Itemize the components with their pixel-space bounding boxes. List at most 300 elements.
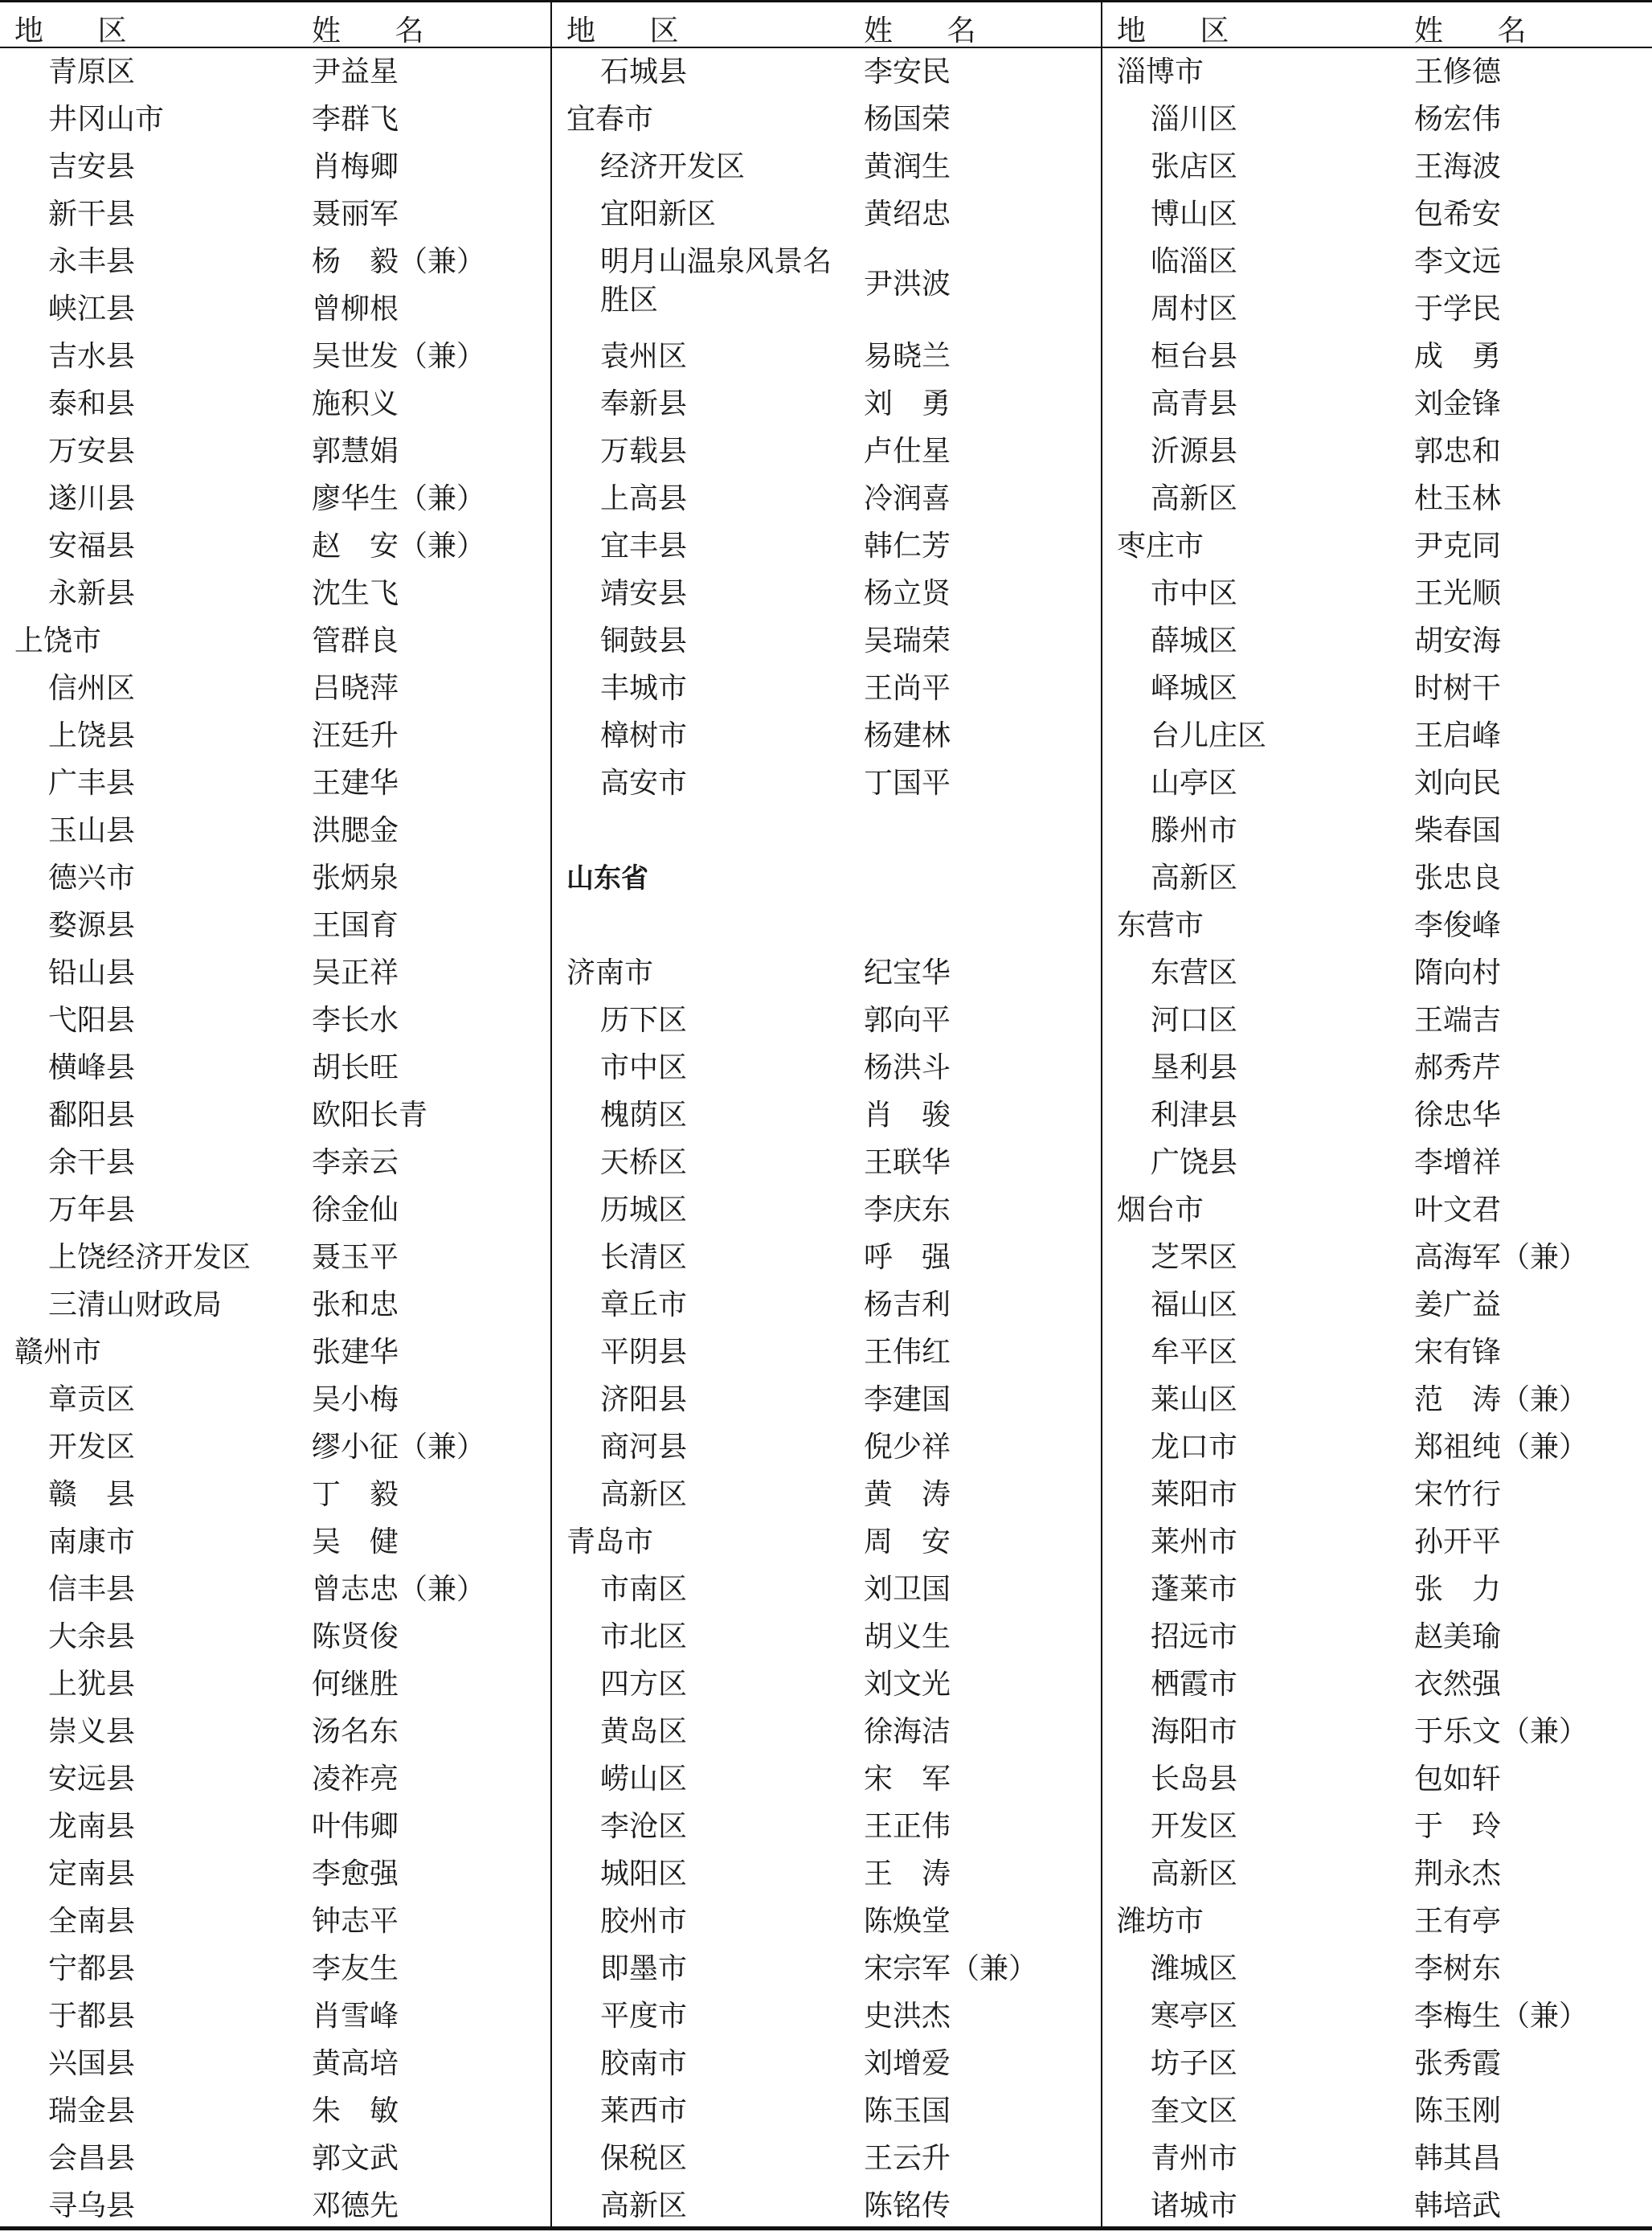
table-row xyxy=(552,998,1102,1046)
table-row xyxy=(1102,2041,1652,2089)
region-cell: 吉安县 xyxy=(48,150,136,183)
name-cell: 纪宝华 xyxy=(864,956,951,989)
table-row xyxy=(552,1425,1102,1472)
name-cell: 衣然强 xyxy=(1414,1668,1502,1701)
name-cell: 张炳泉 xyxy=(312,862,399,895)
table-row xyxy=(552,1947,1102,1994)
table-row xyxy=(0,97,550,145)
region-cell: 招远市 xyxy=(1151,1620,1238,1653)
region-cell: 临淄区 xyxy=(1151,245,1238,278)
region-cell: 保税区 xyxy=(600,2142,688,2175)
name-cell: 李俊峰 xyxy=(1414,909,1502,942)
table-row xyxy=(552,714,1102,761)
name-cell: 陈焕堂 xyxy=(864,1905,951,1938)
region-cell: 沂源县 xyxy=(1151,435,1238,468)
table-row xyxy=(1102,998,1652,1046)
name-cell: 王联华 xyxy=(864,1146,951,1179)
region-cell: 高安市 xyxy=(600,767,688,800)
table-row xyxy=(552,382,1102,429)
region-cell: 潍坊市 xyxy=(1117,1905,1204,1938)
table-row xyxy=(0,524,550,571)
region-cell: 莱州市 xyxy=(1151,1525,1238,1558)
region-cell: 信丰县 xyxy=(48,1573,136,1606)
name-cell: 李增祥 xyxy=(1414,1146,1502,1179)
region-cell: 滕州市 xyxy=(1151,814,1238,847)
table-row xyxy=(552,809,1102,856)
name-cell: 王伟红 xyxy=(864,1336,951,1369)
region-cell: 经济开发区 xyxy=(600,150,746,183)
region-cell: 烟台市 xyxy=(1117,1194,1204,1227)
name-cell: 吴 健 xyxy=(312,1525,399,1558)
name-cell: 易晓兰 xyxy=(864,340,951,373)
row-list xyxy=(552,50,1102,2231)
name-cell: 曾志忠（兼） xyxy=(312,1573,486,1606)
table-row xyxy=(0,571,550,619)
table-row xyxy=(552,240,1102,334)
table-row xyxy=(1102,903,1652,951)
name-cell: 包希安 xyxy=(1414,198,1502,231)
name-cell: 陈贤俊 xyxy=(312,1620,399,1653)
table-column-2 xyxy=(552,0,1102,2226)
name-cell: 聂丽军 xyxy=(312,198,399,231)
table-row xyxy=(0,240,550,287)
table-row xyxy=(1102,1425,1652,1472)
table-row xyxy=(1102,1330,1652,1378)
table-row xyxy=(1102,2184,1652,2231)
name-cell: 肖雪峰 xyxy=(312,2000,399,2033)
region-cell: 东营区 xyxy=(1151,956,1238,989)
table-row xyxy=(552,1235,1102,1283)
name-cell: 王启峰 xyxy=(1414,719,1502,752)
table-row xyxy=(0,666,550,714)
table-row xyxy=(0,477,550,524)
name-cell: 刘增爱 xyxy=(864,2047,951,2080)
name-cell: 王海波 xyxy=(1414,150,1502,183)
region-cell: 宜丰县 xyxy=(600,530,688,563)
region-cell: 井冈山市 xyxy=(48,103,165,136)
table-row xyxy=(0,1046,550,1093)
name-cell: 陈铭传 xyxy=(864,2189,951,2222)
name-cell: 王 涛 xyxy=(864,1857,951,1890)
region-cell: 寒亭区 xyxy=(1151,2000,1238,2033)
name-cell: 张和忠 xyxy=(312,1288,399,1321)
region-cell: 牟平区 xyxy=(1151,1336,1238,1369)
name-cell: 韩仁芳 xyxy=(864,530,951,563)
region-cell: 黄岛区 xyxy=(600,1715,688,1748)
table-row xyxy=(552,1141,1102,1188)
name-cell: 吕晓萍 xyxy=(312,672,399,705)
region-cell: 周村区 xyxy=(1151,293,1238,326)
name-cell: 于乐文（兼） xyxy=(1414,1715,1589,1748)
region-cell: 靖安县 xyxy=(600,577,688,610)
region-cell: 淄川区 xyxy=(1151,103,1238,136)
table-row xyxy=(1102,666,1652,714)
table-row xyxy=(0,809,550,856)
table-row xyxy=(552,1757,1102,1804)
region-cell: 鄱阳县 xyxy=(48,1099,136,1132)
name-cell: 尹克同 xyxy=(1414,530,1502,563)
table-column-1 xyxy=(0,0,550,2226)
table-row xyxy=(552,1994,1102,2041)
table-row xyxy=(0,619,550,666)
region-cell: 莱西市 xyxy=(600,2095,688,2127)
table-row xyxy=(0,145,550,192)
region-cell: 峡江县 xyxy=(48,293,136,326)
name-cell: 李安民 xyxy=(864,55,951,88)
name-cell: 朱 敏 xyxy=(312,2095,399,2127)
name-cell: 徐忠华 xyxy=(1414,1099,1502,1132)
region-cell: 铅山县 xyxy=(48,956,136,989)
table-row xyxy=(552,50,1102,97)
table-row xyxy=(1102,1852,1652,1899)
table-row xyxy=(0,856,550,903)
table-row xyxy=(552,1472,1102,1520)
table-row xyxy=(552,1662,1102,1710)
region-cell: 海阳市 xyxy=(1151,1715,1238,1748)
region-cell: 定南县 xyxy=(48,1857,136,1890)
table-row xyxy=(1102,1378,1652,1425)
name-cell: 陈玉国 xyxy=(864,2095,951,2127)
table-row xyxy=(1102,1710,1652,1757)
table-row xyxy=(0,1141,550,1188)
table-row xyxy=(552,666,1102,714)
region-cell: 兴国县 xyxy=(48,2047,136,2080)
name-cell: 吴世发（兼） xyxy=(312,340,486,373)
region-cell: 永丰县 xyxy=(48,245,136,278)
table-row xyxy=(0,287,550,334)
table-row xyxy=(1102,1947,1652,1994)
region-cell: 德兴市 xyxy=(48,862,136,895)
table-row xyxy=(0,1852,550,1899)
table-row xyxy=(1102,1994,1652,2041)
table-row xyxy=(1102,429,1652,477)
table-row xyxy=(1102,1899,1652,1947)
name-cell: 徐金仙 xyxy=(312,1194,399,1227)
name-cell: 李愈强 xyxy=(312,1857,399,1890)
header-region: 地 区 xyxy=(1117,14,1252,47)
table-row xyxy=(1102,571,1652,619)
name-cell: 管群良 xyxy=(312,625,399,657)
table-row xyxy=(1102,2089,1652,2136)
name-cell: 韩培武 xyxy=(1414,2189,1502,2222)
name-cell: 孙开平 xyxy=(1414,1525,1502,1558)
table-row xyxy=(0,761,550,809)
province-heading-row xyxy=(552,856,1102,903)
table-row xyxy=(552,1046,1102,1093)
region-cell: 全南县 xyxy=(48,1905,136,1938)
region-cell: 东营市 xyxy=(1117,909,1204,942)
region-cell: 山亭区 xyxy=(1151,767,1238,800)
name-cell: 王修德 xyxy=(1414,55,1502,88)
name-cell: 叶文君 xyxy=(1414,1194,1502,1227)
region-cell: 广饶县 xyxy=(1151,1146,1238,1179)
name-cell: 王建华 xyxy=(312,767,399,800)
region-cell: 城阳区 xyxy=(600,1857,688,1890)
column-header xyxy=(0,3,550,47)
name-cell: 胡安海 xyxy=(1414,625,1502,657)
name-cell: 吴瑞荣 xyxy=(864,625,951,657)
region-cell: 胶州市 xyxy=(600,1905,688,1938)
table-row xyxy=(1102,477,1652,524)
name-cell: 陈玉刚 xyxy=(1414,2095,1502,2127)
region-cell: 永新县 xyxy=(48,577,136,610)
region-cell: 龙口市 xyxy=(1151,1431,1238,1464)
table-row xyxy=(552,334,1102,382)
name-cell: 丁国平 xyxy=(864,767,951,800)
region-cell: 明月山温泉风景名胜区 xyxy=(600,245,832,317)
region-cell: 开发区 xyxy=(1151,1810,1238,1843)
name-cell: 黄 涛 xyxy=(864,1478,951,1511)
name-cell: 宋 军 xyxy=(864,1763,951,1796)
table-row xyxy=(0,1472,550,1520)
region-cell: 历下区 xyxy=(600,1004,688,1037)
name-cell: 李长水 xyxy=(312,1004,399,1037)
table-row xyxy=(1102,1615,1652,1662)
column-header xyxy=(1102,3,1652,47)
name-cell: 杨洪斗 xyxy=(864,1051,951,1084)
region-cell: 莱山区 xyxy=(1151,1383,1238,1416)
row-list xyxy=(1102,50,1652,2231)
region-cell: 婺源县 xyxy=(48,909,136,942)
name-cell: 曾柳根 xyxy=(312,293,399,326)
region-cell: 淄博市 xyxy=(1117,55,1204,88)
table-row xyxy=(1102,1472,1652,1520)
name-cell: 黄高培 xyxy=(312,2047,399,2080)
name-cell: 王正伟 xyxy=(864,1810,951,1843)
table-row xyxy=(0,192,550,240)
name-cell: 杨吉利 xyxy=(864,1288,951,1321)
region-cell: 青原区 xyxy=(48,55,136,88)
name-cell: 时树干 xyxy=(1414,672,1502,705)
table-row xyxy=(0,1235,550,1283)
table-row xyxy=(552,1520,1102,1567)
name-cell: 卢仕星 xyxy=(864,435,951,468)
table-row xyxy=(1102,856,1652,903)
region-cell: 新干县 xyxy=(48,198,136,231)
table-row xyxy=(0,429,550,477)
region-cell: 峄城区 xyxy=(1151,672,1238,705)
region-cell: 上饶经济开发区 xyxy=(48,1241,251,1274)
table-row xyxy=(552,1804,1102,1852)
table-row xyxy=(552,951,1102,998)
table-row xyxy=(0,903,550,951)
region-cell: 栖霞市 xyxy=(1151,1668,1238,1701)
region-cell: 博山区 xyxy=(1151,198,1238,231)
table-row xyxy=(1102,1235,1652,1283)
table-row xyxy=(0,1662,550,1710)
name-cell: 杨立贤 xyxy=(864,577,951,610)
region-cell: 高新区 xyxy=(1151,1857,1238,1890)
region-cell: 利津县 xyxy=(1151,1099,1238,1132)
region-cell: 横峰县 xyxy=(48,1051,136,1084)
table-row xyxy=(552,1330,1102,1378)
header-region: 地 区 xyxy=(566,14,701,47)
table-row xyxy=(1102,2136,1652,2184)
region-cell: 大余县 xyxy=(48,1620,136,1653)
region-cell: 玉山县 xyxy=(48,814,136,847)
table-row xyxy=(0,951,550,998)
region-cell: 宜春市 xyxy=(566,103,654,136)
region-cell: 赣州市 xyxy=(14,1336,102,1369)
table-row xyxy=(0,1188,550,1235)
region-cell: 泰和县 xyxy=(48,387,136,420)
table-row xyxy=(552,619,1102,666)
name-cell: 王尚平 xyxy=(864,672,951,705)
name-cell: 李亲云 xyxy=(312,1146,399,1179)
region-cell: 芝罘区 xyxy=(1151,1241,1238,1274)
table-row xyxy=(552,1093,1102,1141)
name-cell: 肖梅卿 xyxy=(312,150,399,183)
table-row xyxy=(552,571,1102,619)
table-row xyxy=(552,903,1102,951)
table-row xyxy=(0,382,550,429)
name-cell: 于学民 xyxy=(1414,293,1502,326)
name-cell: 吴小梅 xyxy=(312,1383,399,1416)
table-row xyxy=(1102,1188,1652,1235)
name-cell: 范 涛（兼） xyxy=(1414,1383,1589,1416)
header-region: 地 区 xyxy=(14,14,149,47)
region-cell: 龙南县 xyxy=(48,1810,136,1843)
region-cell: 奎文区 xyxy=(1151,2095,1238,2127)
name-cell: 汤名东 xyxy=(312,1715,399,1748)
table-row xyxy=(0,1615,550,1662)
name-cell: 张建华 xyxy=(312,1336,399,1369)
name-cell: 史洪杰 xyxy=(864,2000,951,2033)
name-cell: 丁 毅 xyxy=(312,1478,399,1511)
name-cell: 赵美瑜 xyxy=(1414,1620,1502,1653)
name-cell: 隋向村 xyxy=(1414,956,1502,989)
table-row xyxy=(1102,1093,1652,1141)
table-row xyxy=(0,1520,550,1567)
name-cell: 吴正祥 xyxy=(312,956,399,989)
table-row xyxy=(1102,240,1652,287)
region-cell: 高新区 xyxy=(1151,482,1238,515)
table-row xyxy=(0,2089,550,2136)
region-cell: 平度市 xyxy=(600,2000,688,2033)
region-cell: 福山区 xyxy=(1151,1288,1238,1321)
name-cell: 王光顺 xyxy=(1414,577,1502,610)
name-cell: 欧阳长青 xyxy=(312,1099,428,1132)
row-list xyxy=(0,50,550,2231)
name-cell: 尹洪波 xyxy=(864,268,951,301)
region-cell: 槐荫区 xyxy=(600,1099,688,1132)
table-row xyxy=(1102,1141,1652,1188)
table-row xyxy=(552,1615,1102,1662)
region-cell: 赣 县 xyxy=(48,1478,136,1511)
name-cell: 郝秀芹 xyxy=(1414,1051,1502,1084)
table-row xyxy=(1102,1046,1652,1093)
name-cell: 郭慧娟 xyxy=(312,435,399,468)
region-cell: 弋阳县 xyxy=(48,1004,136,1037)
name-cell: 高海军（兼） xyxy=(1414,1241,1589,1274)
name-cell: 宋有锋 xyxy=(1414,1336,1502,1369)
table-column-3 xyxy=(1102,0,1652,2226)
region-cell: 信州区 xyxy=(48,672,136,705)
region-cell: 万载县 xyxy=(600,435,688,468)
table-row xyxy=(0,2184,550,2231)
region-cell: 吉水县 xyxy=(48,340,136,373)
name-cell: 宋竹行 xyxy=(1414,1478,1502,1511)
table-row xyxy=(1102,761,1652,809)
table-row xyxy=(0,334,550,382)
province-heading: 山东省 xyxy=(566,862,648,895)
name-cell: 刘卫国 xyxy=(864,1573,951,1606)
name-cell: 郭文武 xyxy=(312,2142,399,2175)
region-cell: 潍城区 xyxy=(1151,1952,1238,1985)
name-cell: 黄绍忠 xyxy=(864,198,951,231)
region-cell: 三清山财政局 xyxy=(48,1288,223,1321)
table-row xyxy=(0,714,550,761)
table-row xyxy=(1102,619,1652,666)
table-row xyxy=(552,1188,1102,1235)
region-cell: 胶南市 xyxy=(600,2047,688,2080)
table-row xyxy=(0,1804,550,1852)
region-cell: 开发区 xyxy=(48,1431,136,1464)
table-row xyxy=(1102,951,1652,998)
table-row xyxy=(552,1378,1102,1425)
region-cell: 莱阳市 xyxy=(1151,1478,1238,1511)
name-cell: 刘文光 xyxy=(864,1668,951,1701)
name-cell: 聂玉平 xyxy=(312,1241,399,1274)
region-cell: 高青县 xyxy=(1151,387,1238,420)
name-cell: 王云升 xyxy=(864,2142,951,2175)
name-cell: 张 力 xyxy=(1414,1573,1502,1606)
region-cell: 崂山区 xyxy=(600,1763,688,1796)
table-row xyxy=(0,1947,550,1994)
name-cell: 胡长旺 xyxy=(312,1051,399,1084)
table-row xyxy=(1102,287,1652,334)
name-cell: 李梅生（兼） xyxy=(1414,2000,1589,2033)
name-cell: 胡义生 xyxy=(864,1620,951,1653)
region-cell: 安福县 xyxy=(48,530,136,563)
table-row xyxy=(552,192,1102,240)
name-cell: 郭忠和 xyxy=(1414,435,1502,468)
name-cell: 缪小征（兼） xyxy=(312,1431,486,1464)
table-row xyxy=(1102,334,1652,382)
table-row xyxy=(552,2089,1102,2136)
table-row xyxy=(0,1378,550,1425)
table-row xyxy=(1102,1567,1652,1615)
table-row xyxy=(1102,145,1652,192)
region-cell: 广丰县 xyxy=(48,767,136,800)
name-cell: 廖华生（兼） xyxy=(312,482,486,515)
name-cell: 郑祖纯（兼） xyxy=(1414,1431,1589,1464)
table-row xyxy=(0,998,550,1046)
name-cell: 于 玲 xyxy=(1414,1810,1502,1843)
name-cell: 柴春国 xyxy=(1414,814,1502,847)
table-row xyxy=(552,2184,1102,2231)
region-cell: 桓台县 xyxy=(1151,340,1238,373)
table-row xyxy=(0,1757,550,1804)
name-cell: 杨国荣 xyxy=(864,103,951,136)
header-name: 姓 名 xyxy=(864,14,999,47)
region-cell: 上犹县 xyxy=(48,1668,136,1701)
region-cell: 蓬莱市 xyxy=(1151,1573,1238,1606)
name-cell: 荆永杰 xyxy=(1414,1857,1502,1890)
region-cell: 坊子区 xyxy=(1151,2047,1238,2080)
region-cell: 市中区 xyxy=(1151,577,1238,610)
region-cell: 诸城市 xyxy=(1151,2189,1238,2222)
table-row xyxy=(1102,97,1652,145)
region-cell: 台儿庄区 xyxy=(1151,719,1267,752)
name-cell: 李群飞 xyxy=(312,103,399,136)
table-row xyxy=(0,1330,550,1378)
region-cell: 上饶市 xyxy=(14,625,102,657)
table-row xyxy=(0,1093,550,1141)
name-cell: 沈生飞 xyxy=(312,577,399,610)
table-row xyxy=(552,1567,1102,1615)
region-cell: 河口区 xyxy=(1151,1004,1238,1037)
